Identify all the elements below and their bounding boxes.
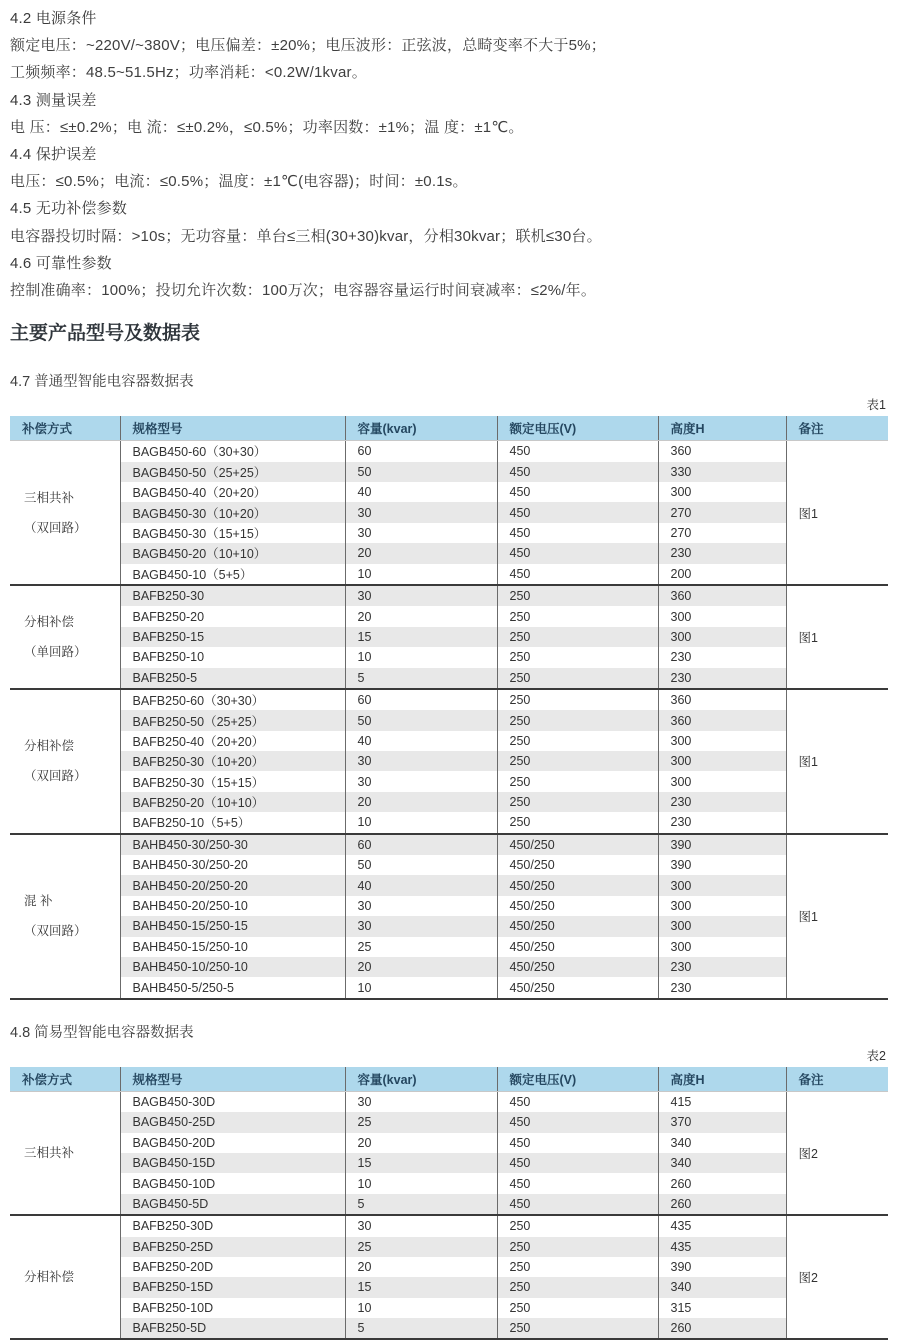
capacity-cell: 20 <box>345 1257 497 1277</box>
table-row <box>10 462 888 482</box>
table-row <box>10 977 888 998</box>
capacity-cell: 20 <box>345 792 497 812</box>
height-cell: 390 <box>658 1257 786 1277</box>
table-row <box>10 875 888 895</box>
voltage-cell: 450 <box>497 1153 658 1173</box>
table-row <box>10 916 888 936</box>
capacity-cell: 25 <box>345 1237 497 1257</box>
column-header: 规格型号 <box>120 1067 345 1092</box>
table-row <box>10 668 888 689</box>
capacity-cell: 20 <box>345 957 497 977</box>
voltage-cell: 250 <box>497 751 658 771</box>
remark-cell: 图2 <box>786 1091 888 1215</box>
capacity-cell: 15 <box>345 1153 497 1173</box>
height-cell: 435 <box>658 1215 786 1236</box>
spec-line: 控制准确率：100%；投切允许次数：100万次；电容器容量运行时间衰减率：≤2%/年。 <box>10 282 597 300</box>
column-header: 补偿方式 <box>10 1067 120 1092</box>
column-header: 容量(kvar) <box>345 416 497 441</box>
model-cell: BAFB250-30D <box>120 1215 345 1236</box>
model-cell: BAFB250-20 <box>120 606 345 626</box>
voltage-cell: 250 <box>497 771 658 791</box>
height-cell: 340 <box>658 1133 786 1153</box>
height-cell: 360 <box>658 585 786 606</box>
model-cell: BAFB250-10 <box>120 647 345 667</box>
capacity-cell: 10 <box>345 647 497 667</box>
model-cell: BAHB450-5/250-5 <box>120 977 345 998</box>
table-row <box>10 771 888 791</box>
group-label-cell: 分相补偿 （双回路） <box>10 689 120 834</box>
table-row <box>10 1153 888 1173</box>
group-label-cell: 三相共补 <box>10 1091 120 1215</box>
height-cell: 230 <box>658 647 786 667</box>
capacity-cell: 30 <box>345 751 497 771</box>
section-heading: 4.6 可靠性参数 <box>10 254 112 272</box>
table-row <box>10 523 888 543</box>
height-cell: 300 <box>658 731 786 751</box>
table-row <box>10 482 888 502</box>
remark-cell: 图1 <box>786 689 888 834</box>
voltage-cell: 450 <box>497 462 658 482</box>
voltage-cell: 250 <box>497 668 658 689</box>
table-row <box>10 751 888 771</box>
voltage-cell: 450/250 <box>497 977 658 998</box>
capacity-cell: 30 <box>345 771 497 791</box>
height-cell: 300 <box>658 937 786 957</box>
capacity-cell: 10 <box>345 564 497 585</box>
table-row <box>10 1133 888 1153</box>
model-cell: BAGB450-15D <box>120 1153 345 1173</box>
table-row <box>10 812 888 833</box>
height-cell: 360 <box>658 689 786 710</box>
table1-corner-label: 表1 <box>866 398 886 413</box>
height-cell: 360 <box>658 710 786 730</box>
height-cell: 300 <box>658 627 786 647</box>
table-row <box>10 627 888 647</box>
spec-line: 额定电压：~220V/~380V；电压偏差：±20%；电压波形：正弦波，总畸变率不大于5%； <box>10 37 606 55</box>
height-cell: 230 <box>658 957 786 977</box>
table-row <box>10 1112 888 1132</box>
height-cell: 260 <box>658 1194 786 1215</box>
height-cell: 300 <box>658 751 786 771</box>
column-header: 额定电压(V) <box>497 416 658 441</box>
spec-line: 电容器投切时隔：>10s；无功容量：单台≤三相(30+30)kvar，分相30kvar；联机≤30台。 <box>10 227 602 245</box>
model-cell: BAHB450-15/250-10 <box>120 937 345 957</box>
remark-cell: 图1 <box>786 585 888 689</box>
table-row <box>10 1173 888 1193</box>
capacity-cell: 10 <box>345 1298 497 1318</box>
model-cell: BAHB450-30/250-20 <box>120 855 345 875</box>
voltage-cell: 450 <box>497 1194 658 1215</box>
capacity-cell: 50 <box>345 462 497 482</box>
height-cell: 260 <box>658 1318 786 1339</box>
model-cell: BAGB450-30D <box>120 1091 345 1112</box>
column-header: 高度H <box>658 1067 786 1092</box>
capacity-cell: 30 <box>345 523 497 543</box>
voltage-cell: 450 <box>497 1133 658 1153</box>
capacity-cell: 30 <box>345 896 497 916</box>
spec-line: 电压：≤0.5%；电流：≤0.5%；温度：±1℃(电容器)；时间：±0.1s。 <box>10 173 468 191</box>
model-cell: BAGB450-20（10+10） <box>120 543 345 563</box>
table1-section-title: 4.7 普通型智能电容器数据表 <box>10 374 194 391</box>
voltage-cell: 450 <box>497 482 658 502</box>
remark-cell: 图2 <box>786 1215 888 1339</box>
model-cell: BAFB250-10D <box>120 1298 345 1318</box>
capacity-cell: 40 <box>345 875 497 895</box>
model-cell: BAFB250-20（10+10） <box>120 792 345 812</box>
table-row <box>10 710 888 730</box>
column-header: 备注 <box>786 416 888 441</box>
height-cell: 270 <box>658 502 786 522</box>
spec-line: 电 压：≤±0.2%；电 流：≤±0.2%，≤0.5%；功率因数：±1%；温 度：±1℃。 <box>10 118 524 136</box>
section-heading: 4.4 保护误差 <box>10 146 97 164</box>
voltage-cell: 250 <box>497 1237 658 1257</box>
model-cell: BAFB250-15D <box>120 1277 345 1297</box>
height-cell: 230 <box>658 977 786 998</box>
height-cell: 230 <box>658 668 786 689</box>
voltage-cell: 250 <box>497 647 658 667</box>
group-label-cell: 分相补偿 （单回路） <box>10 585 120 689</box>
capacity-cell: 5 <box>345 668 497 689</box>
table-row <box>10 1257 888 1277</box>
voltage-cell: 250 <box>497 606 658 626</box>
height-cell: 270 <box>658 523 786 543</box>
voltage-cell: 250 <box>497 812 658 833</box>
voltage-cell: 250 <box>497 1318 658 1339</box>
height-cell: 370 <box>658 1112 786 1132</box>
voltage-cell: 250 <box>497 689 658 710</box>
height-cell: 230 <box>658 812 786 833</box>
height-cell: 390 <box>658 834 786 855</box>
voltage-cell: 250 <box>497 710 658 730</box>
capacity-cell: 20 <box>345 1133 497 1153</box>
model-cell: BAHB450-15/250-15 <box>120 916 345 936</box>
capacity-cell: 30 <box>345 1215 497 1236</box>
height-cell: 415 <box>658 1091 786 1112</box>
model-cell: BAGB450-5D <box>120 1194 345 1215</box>
model-cell: BAFB250-25D <box>120 1237 345 1257</box>
model-cell: BAFB250-40（20+20） <box>120 731 345 751</box>
capacity-cell: 30 <box>345 585 497 606</box>
voltage-cell: 250 <box>497 731 658 751</box>
column-header: 备注 <box>786 1067 888 1092</box>
section-heading: 4.2 电源条件 <box>10 10 97 27</box>
voltage-cell: 250 <box>497 1257 658 1277</box>
voltage-cell: 250 <box>497 585 658 606</box>
model-cell: BAGB450-50（25+25） <box>120 462 345 482</box>
capacity-cell: 30 <box>345 502 497 522</box>
table2-section-title: 4.8 简易型智能电容器数据表 <box>10 1024 194 1041</box>
height-cell: 300 <box>658 606 786 626</box>
height-cell: 340 <box>658 1277 786 1297</box>
voltage-cell: 250 <box>497 1298 658 1318</box>
voltage-cell: 450 <box>497 441 658 462</box>
height-cell: 390 <box>658 855 786 875</box>
capacity-cell: 5 <box>345 1194 497 1215</box>
capacity-cell: 10 <box>345 812 497 833</box>
voltage-cell: 450 <box>497 1091 658 1112</box>
model-cell: BAFB250-60（30+30） <box>120 689 345 710</box>
column-header: 补偿方式 <box>10 416 120 441</box>
voltage-cell: 450/250 <box>497 916 658 936</box>
voltage-cell: 450/250 <box>497 937 658 957</box>
model-cell: BAFB250-5D <box>120 1318 345 1339</box>
capacity-cell: 10 <box>345 977 497 998</box>
model-cell: BAFB250-15 <box>120 627 345 647</box>
voltage-cell: 450/250 <box>497 896 658 916</box>
model-cell: BAGB450-20D <box>120 1133 345 1153</box>
table-row <box>10 1277 888 1297</box>
capacity-cell: 60 <box>345 689 497 710</box>
capacity-cell: 15 <box>345 627 497 647</box>
model-cell: BAHB450-20/250-20 <box>120 875 345 895</box>
table-row <box>10 1215 888 1236</box>
remark-cell: 图1 <box>786 441 888 585</box>
table-row <box>10 792 888 812</box>
height-cell: 315 <box>658 1298 786 1318</box>
voltage-cell: 450 <box>497 1173 658 1193</box>
height-cell: 300 <box>658 482 786 502</box>
table-row <box>10 1194 888 1215</box>
remark-cell: 图1 <box>786 834 888 999</box>
voltage-cell: 250 <box>497 1215 658 1236</box>
table-row <box>10 1237 888 1257</box>
group-label-cell: 三相共补 （双回路） <box>10 441 120 585</box>
model-cell: BAFB250-20D <box>120 1257 345 1277</box>
model-cell: BAHB450-10/250-10 <box>120 957 345 977</box>
table-row <box>10 564 888 585</box>
voltage-cell: 250 <box>497 1277 658 1297</box>
voltage-cell: 450 <box>497 543 658 563</box>
height-cell: 300 <box>658 875 786 895</box>
table2-corner-label: 表2 <box>866 1048 886 1063</box>
model-cell: BAGB450-30（15+15） <box>120 523 345 543</box>
model-cell: BAGB450-60（30+30） <box>120 441 345 462</box>
height-cell: 300 <box>658 771 786 791</box>
height-cell: 435 <box>658 1237 786 1257</box>
model-cell: BAGB450-10（5+5） <box>120 564 345 585</box>
model-cell: BAFB250-10（5+5） <box>120 812 345 833</box>
height-cell: 300 <box>658 896 786 916</box>
table-row <box>10 606 888 626</box>
table-row <box>10 689 888 710</box>
height-cell: 300 <box>658 916 786 936</box>
spec-line: 工频频率：48.5~51.5Hz；功率消耗：<0.2W/1kvar。 <box>10 64 367 82</box>
model-cell: BAFB250-30（10+20） <box>120 751 345 771</box>
voltage-cell: 250 <box>497 627 658 647</box>
height-cell: 200 <box>658 564 786 585</box>
capacity-cell: 30 <box>345 916 497 936</box>
voltage-cell: 450/250 <box>497 834 658 855</box>
voltage-cell: 450 <box>497 564 658 585</box>
capacity-cell: 40 <box>345 731 497 751</box>
table-row <box>10 441 888 462</box>
table-row <box>10 855 888 875</box>
height-cell: 340 <box>658 1153 786 1173</box>
height-cell: 360 <box>658 441 786 462</box>
capacity-cell: 25 <box>345 1112 497 1132</box>
section-heading: 4.5 无功补偿参数 <box>10 200 128 218</box>
model-cell: BAHB450-20/250-10 <box>120 896 345 916</box>
model-cell: BAGB450-40（20+20） <box>120 482 345 502</box>
voltage-cell: 450 <box>497 502 658 522</box>
capacity-cell: 30 <box>345 1091 497 1112</box>
capacity-cell: 60 <box>345 441 497 462</box>
capacity-cell: 10 <box>345 1173 497 1193</box>
model-cell: BAGB450-30（10+20） <box>120 502 345 522</box>
capacity-cell: 20 <box>345 606 497 626</box>
model-cell: BAHB450-30/250-30 <box>120 834 345 855</box>
model-cell: BAGB450-10D <box>120 1173 345 1193</box>
voltage-cell: 250 <box>497 792 658 812</box>
group-label-cell: 混 补 （双回路） <box>10 834 120 999</box>
table-row <box>10 502 888 522</box>
voltage-cell: 450/250 <box>497 855 658 875</box>
capacitor-data-table-2 <box>10 1067 888 1340</box>
voltage-cell: 450/250 <box>497 957 658 977</box>
capacity-cell: 15 <box>345 1277 497 1297</box>
model-cell: BAFB250-50（25+25） <box>120 710 345 730</box>
model-cell: BAFB250-5 <box>120 668 345 689</box>
model-cell: BAGB450-25D <box>120 1112 345 1132</box>
table-row <box>10 585 888 606</box>
column-header: 规格型号 <box>120 416 345 441</box>
height-cell: 230 <box>658 792 786 812</box>
capacity-cell: 50 <box>345 710 497 730</box>
model-cell: BAFB250-30（15+15） <box>120 771 345 791</box>
column-header: 额定电压(V) <box>497 1067 658 1092</box>
main-heading: 主要产品型号及数据表 <box>10 323 201 345</box>
voltage-cell: 450 <box>497 523 658 543</box>
section-heading: 4.3 测量误差 <box>10 91 97 109</box>
capacity-cell: 50 <box>345 855 497 875</box>
model-cell: BAFB250-30 <box>120 585 345 606</box>
table-row <box>10 896 888 916</box>
table-row <box>10 647 888 667</box>
table-row <box>10 731 888 751</box>
table-row <box>10 1091 888 1112</box>
column-header: 高度H <box>658 416 786 441</box>
table-row <box>10 1318 888 1339</box>
capacity-cell: 25 <box>345 937 497 957</box>
capacity-cell: 60 <box>345 834 497 855</box>
table-row <box>10 834 888 855</box>
table-row <box>10 543 888 563</box>
capacity-cell: 20 <box>345 543 497 563</box>
capacitor-data-table-1 <box>10 416 888 1000</box>
column-header: 容量(kvar) <box>345 1067 497 1092</box>
group-label-cell: 分相补偿 <box>10 1215 120 1339</box>
voltage-cell: 450/250 <box>497 875 658 895</box>
height-cell: 230 <box>658 543 786 563</box>
capacity-cell: 5 <box>345 1318 497 1339</box>
capacity-cell: 40 <box>345 482 497 502</box>
table-row <box>10 1298 888 1318</box>
height-cell: 260 <box>658 1173 786 1193</box>
height-cell: 330 <box>658 462 786 482</box>
voltage-cell: 450 <box>497 1112 658 1132</box>
table-row <box>10 957 888 977</box>
table-row <box>10 937 888 957</box>
